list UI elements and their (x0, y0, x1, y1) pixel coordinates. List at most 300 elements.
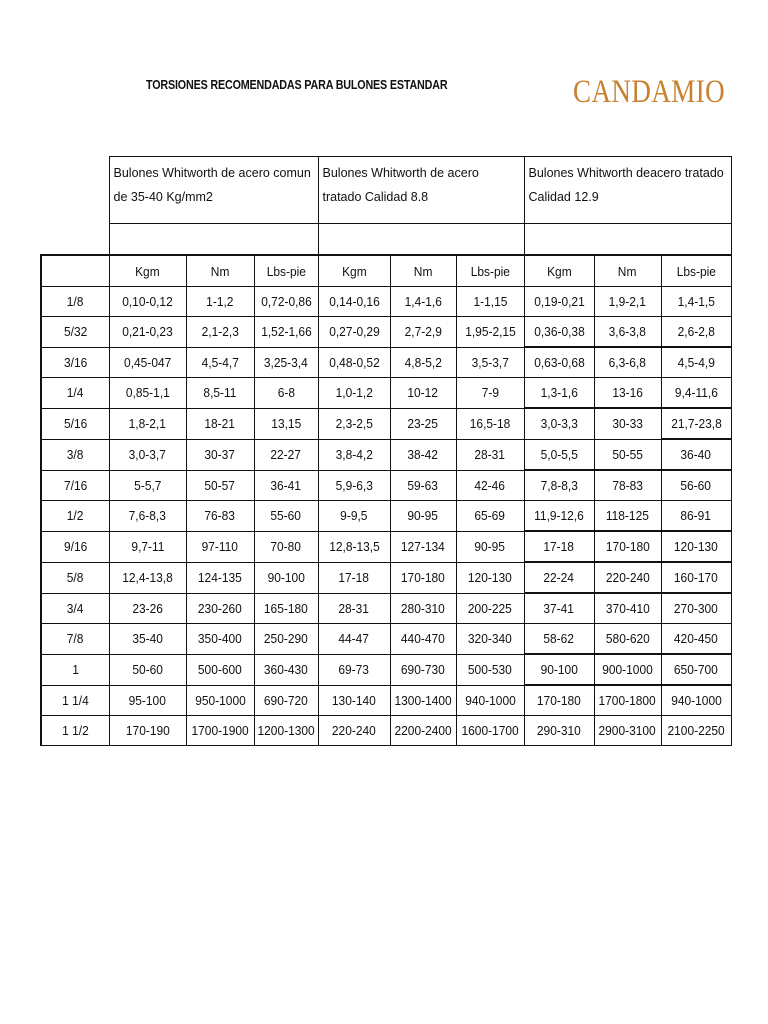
table-row (41, 501, 731, 532)
torque-value: 5,9-6,3 (335, 477, 373, 493)
torque-value-cell (186, 317, 254, 348)
empty-cell (318, 224, 524, 256)
torque-value: 0,19-0,21 (533, 294, 585, 309)
torque-value: 1300-1400 (394, 692, 452, 708)
torque-value-cell (524, 347, 594, 378)
torque-value-cell (254, 470, 318, 501)
torque-value-cell (456, 593, 524, 624)
bolt-size: 9/16 (63, 539, 87, 554)
torque-value: 11,9-12,6 (534, 508, 584, 523)
torque-value: 360-430 (264, 662, 308, 677)
torque-value-cell (109, 470, 186, 501)
torque-value-cell (254, 654, 318, 685)
torque-value: 30-33 (612, 416, 643, 432)
torque-value: 1,95-2,15 (464, 324, 516, 340)
torque-value-cell (594, 347, 661, 378)
corner-cell (41, 157, 109, 224)
torque-value: 17-18 (338, 570, 370, 585)
torque-value-cell (390, 470, 456, 501)
torque-value-cell (254, 531, 318, 562)
torque-value: 90-100 (540, 662, 578, 677)
torque-value: 18-21 (204, 416, 236, 431)
torque-value-cell (456, 716, 524, 746)
torque-value-cell (524, 685, 594, 716)
torque-value-cell (109, 317, 186, 348)
torque-value: 65-69 (474, 508, 506, 524)
torque-value-cell (524, 287, 594, 317)
bolt-size-cell (41, 408, 109, 439)
torque-value-cell (186, 408, 254, 439)
torque-value-cell (186, 685, 254, 716)
torque-value-cell (390, 439, 456, 470)
torque-value: 7,6-8,3 (128, 508, 167, 524)
torque-value: 1,8-2,1 (128, 416, 167, 431)
table-row (41, 287, 731, 317)
unit-label: Kgm (341, 263, 367, 279)
torque-value: 1,4-1,6 (404, 294, 442, 309)
torque-value-cell (109, 347, 186, 378)
unit-label: Kgm (135, 263, 160, 279)
torque-value: 97-110 (201, 539, 239, 554)
bolt-size: 3/16 (63, 354, 87, 370)
torque-value-cell (661, 378, 731, 409)
torque-value: 580-620 (605, 631, 650, 646)
torque-value-cell (109, 287, 186, 317)
torque-value: 0,27-0,29 (328, 324, 380, 340)
torque-value: 3,0-3,7 (128, 447, 167, 462)
torque-value: 37-41 (543, 601, 575, 616)
torque-value-cell (661, 408, 731, 439)
torque-value-cell (390, 317, 456, 348)
bolt-size-cell (41, 531, 109, 562)
torque-value-cell (186, 624, 254, 655)
torque-value: 5-5,7 (133, 477, 162, 493)
bolt-size-cell (41, 470, 109, 501)
bolt-size-cell (41, 439, 109, 470)
torque-value: 230-260 (198, 600, 242, 616)
torque-value: 0,36-0,38 (533, 324, 585, 339)
torque-value: 1,4-1,5 (677, 294, 715, 309)
torque-value: 69-73 (338, 662, 370, 677)
torque-value: 4,8-5,2 (404, 354, 442, 370)
torque-value-cell (318, 501, 390, 532)
torque-value-cell (318, 378, 390, 409)
torque-value: 10-12 (407, 385, 439, 401)
torque-value-cell (594, 317, 661, 348)
torque-value: 70-80 (270, 539, 302, 554)
torque-value-cell (456, 347, 524, 378)
torque-value-cell (661, 439, 731, 470)
torque-value: 1,52-1,66 (260, 324, 312, 340)
torque-value-cell (456, 501, 524, 532)
bolt-size-cell (41, 562, 109, 593)
torque-value: 2,1-2,3 (201, 324, 239, 340)
torque-value: 1,9-2,1 (608, 294, 647, 309)
torque-value-cell (390, 685, 456, 716)
torque-value: 28-31 (338, 600, 370, 616)
torque-value-cell (109, 501, 186, 532)
torque-value-cell (390, 531, 456, 562)
torque-value: 38-42 (407, 447, 439, 462)
bolt-size: 5/8 (66, 570, 84, 585)
table-row (41, 716, 731, 746)
torque-value-cell (594, 531, 661, 562)
torque-value-cell (390, 562, 456, 593)
torque-value: 9-9,5 (340, 508, 368, 524)
torque-value-cell (254, 624, 318, 655)
table-row (41, 654, 731, 685)
torque-value-cell (661, 654, 731, 685)
unit-label: Lbs-pie (470, 263, 510, 279)
torque-value-cell (318, 347, 390, 378)
torque-value-cell (594, 470, 661, 501)
bolt-size: 7/8 (66, 631, 84, 647)
torque-value: 1600-1700 (461, 723, 519, 738)
torque-value-cell (109, 562, 186, 593)
torque-value-cell (594, 378, 661, 409)
torque-value: 270-300 (674, 601, 718, 616)
table-row (41, 439, 731, 470)
torque-value-cell (109, 531, 186, 562)
group-header-cell: Bulones Whitworth de acero tratado Calidad 8.8 (318, 157, 524, 224)
torque-value-cell (661, 593, 731, 624)
torque-value-cell (661, 287, 731, 317)
torque-value-cell (254, 317, 318, 348)
torque-value-cell (594, 685, 661, 716)
torque-value-cell (594, 562, 661, 593)
torque-value: 22-24 (543, 570, 575, 585)
table-row (41, 408, 731, 439)
torque-value: 120-130 (468, 570, 512, 585)
torque-value-cell (186, 501, 254, 532)
torque-value-cell (524, 501, 594, 532)
torque-value-cell (318, 716, 390, 746)
torque-table (40, 156, 732, 746)
torque-value-cell (594, 501, 661, 532)
torque-value-cell (109, 439, 186, 470)
torque-value-cell (456, 287, 524, 317)
bolt-size: 1/2 (66, 508, 84, 524)
page-title: TORSIONES RECOMENDADAS PARA BULONES ESTANDAR (146, 78, 448, 92)
bolt-size-cell (41, 716, 109, 746)
bolt-size: 3/4 (66, 600, 84, 616)
torque-value: 690-720 (264, 692, 308, 708)
torque-value: 0,45-047 (123, 354, 172, 370)
torque-value: 22-27 (270, 447, 302, 462)
torque-value-cell (524, 624, 594, 655)
torque-value-cell (109, 408, 186, 439)
torque-value-cell (390, 501, 456, 532)
group-header-row (41, 157, 731, 224)
empty-cell (109, 224, 318, 256)
torque-value: 290-310 (537, 723, 581, 738)
torque-value-cell (456, 562, 524, 593)
torque-value: 36-40 (680, 447, 712, 462)
bolt-size-cell (41, 685, 109, 716)
torque-value: 350-400 (198, 631, 242, 647)
torque-value-cell (524, 378, 594, 409)
torque-value-cell (661, 685, 731, 716)
torque-value: 2,7-2,9 (404, 324, 442, 340)
torque-value: 127-134 (401, 539, 445, 554)
torque-value: 1,3-1,6 (540, 385, 578, 400)
unit-header-cell (390, 255, 456, 287)
torque-value-cell (390, 716, 456, 746)
torque-value: 0,10-0,12 (122, 294, 173, 309)
torque-value: 78-83 (612, 478, 643, 493)
empty-cell (524, 224, 731, 256)
torque-value: 200-225 (468, 600, 512, 616)
unit-label: Lbs-pie (266, 263, 306, 279)
group-header-cell: Bulones Whitworth deacero tratado Calidad 12.9 (524, 157, 731, 224)
units-lead-cell (41, 255, 109, 287)
torque-value-cell (318, 593, 390, 624)
torque-value: 50-60 (132, 662, 163, 677)
torque-value-cell (390, 347, 456, 378)
torque-value-cell (109, 654, 186, 685)
torque-value-cell (254, 593, 318, 624)
torque-value: 42-46 (474, 477, 506, 493)
bolt-size-cell (41, 317, 109, 348)
torque-value-cell (186, 562, 254, 593)
torque-value: 1,0-1,2 (335, 385, 373, 401)
torque-value: 17-18 (543, 539, 575, 554)
torque-value-cell (109, 378, 186, 409)
table-row (41, 593, 731, 624)
torque-value: 35-40 (132, 631, 163, 647)
torque-value: 28-31 (474, 447, 506, 462)
bolt-size-cell (41, 624, 109, 655)
torque-value: 44-47 (338, 631, 370, 647)
torque-value-cell (661, 716, 731, 746)
torque-value: 1700-1800 (598, 693, 657, 708)
bolt-size: 5/16 (63, 416, 87, 431)
torque-value: 280-310 (401, 600, 445, 616)
torque-value-cell (594, 654, 661, 685)
unit-header-cell (254, 255, 318, 287)
torque-value: 0,21-0,23 (122, 324, 173, 340)
torque-value: 58-62 (543, 631, 575, 646)
bolt-size: 3/8 (66, 447, 84, 462)
torque-value: 440-470 (401, 631, 445, 647)
torque-value: 3,8-4,2 (335, 447, 373, 462)
torque-value-cell (318, 287, 390, 317)
torque-value-cell (661, 624, 731, 655)
unit-label: Nm (210, 263, 230, 279)
torque-value-cell (456, 531, 524, 562)
torque-value: 170-190 (125, 723, 170, 738)
torque-value-cell (661, 347, 731, 378)
torque-value-cell (318, 439, 390, 470)
torque-value: 0,48-0,52 (328, 354, 380, 370)
torque-value: 120-130 (674, 539, 718, 554)
torque-value: 420-450 (674, 631, 718, 646)
torque-value-cell (661, 562, 731, 593)
torque-value: 220-240 (332, 723, 376, 738)
torque-value: 0,14-0,16 (328, 294, 380, 309)
unit-label: Nm (413, 263, 433, 279)
bolt-size: 1 1/2 (61, 723, 89, 738)
torque-value-cell (390, 654, 456, 685)
torque-value: 21,7-23,8 (670, 416, 722, 431)
torque-value-cell (318, 624, 390, 655)
torque-value-cell (456, 439, 524, 470)
torque-value: 50-55 (612, 446, 643, 462)
torque-value-cell (661, 531, 731, 562)
torque-value: 6,3-6,8 (608, 355, 647, 370)
torque-value-cell (594, 624, 661, 655)
torque-value-cell (109, 624, 186, 655)
torque-value-cell (594, 408, 661, 439)
bolt-size-cell (41, 347, 109, 378)
unit-header-cell (186, 255, 254, 287)
spacer-row (41, 224, 731, 256)
torque-value-cell (186, 716, 254, 746)
torque-value: 9,4-11,6 (674, 385, 718, 400)
torque-value-cell (390, 378, 456, 409)
group-header-cell: Bulones Whitworth de acero comun de 35-40 Kg/mm2 (109, 157, 318, 224)
torque-value-cell (318, 654, 390, 685)
torque-value: 1200-1300 (257, 723, 315, 738)
torque-value-cell (524, 317, 594, 348)
torque-value-cell (456, 654, 524, 685)
torque-value-cell (524, 408, 594, 439)
unit-header-cell (661, 255, 731, 287)
torque-value-cell (661, 470, 731, 501)
torque-value-cell (109, 685, 186, 716)
torque-value-cell (254, 439, 318, 470)
torque-value: 250-290 (264, 631, 308, 647)
brand-logo: CANDAMIO (573, 74, 726, 110)
table-row (41, 685, 731, 716)
bolt-size: 1/8 (66, 294, 84, 309)
bolt-size-cell (41, 378, 109, 409)
bolt-size-cell (41, 501, 109, 532)
torque-value-cell (390, 408, 456, 439)
torque-value: 940-1000 (670, 693, 722, 708)
torque-value-cell (456, 685, 524, 716)
torque-value: 90-95 (407, 508, 439, 524)
torque-value-cell (186, 378, 254, 409)
torque-value: 55-60 (270, 508, 302, 524)
torque-value: 7,8-8,3 (540, 478, 578, 493)
torque-value-cell (390, 624, 456, 655)
torque-value: 90-95 (474, 539, 506, 554)
unit-header-cell (594, 255, 661, 287)
torque-value-cell (186, 347, 254, 378)
torque-value-cell (109, 716, 186, 746)
torque-value-cell (254, 287, 318, 317)
bolt-size-cell (41, 654, 109, 685)
torque-value-cell (524, 716, 594, 746)
torque-value-cell (318, 408, 390, 439)
torque-value-cell (524, 470, 594, 501)
bolt-size: 5/32 (63, 324, 87, 340)
torque-value-cell (661, 501, 731, 532)
torque-value: 2200-2400 (394, 723, 452, 738)
table-row (41, 378, 731, 409)
torque-value-cell (594, 716, 661, 746)
bolt-size-cell (41, 593, 109, 624)
torque-value: 2,3-2,5 (335, 416, 373, 431)
torque-value: 650-700 (674, 662, 718, 677)
torque-value: 4,5-4,7 (201, 354, 239, 370)
torque-value: 900-1000 (602, 662, 653, 677)
torque-value: 500-530 (468, 662, 512, 677)
torque-value: 0,85-1,1 (125, 385, 170, 401)
bolt-size: 1 (71, 662, 79, 677)
torque-value-cell (390, 593, 456, 624)
torque-value: 170-180 (605, 539, 650, 554)
torque-value: 950-1000 (194, 692, 246, 708)
torque-value-cell (318, 317, 390, 348)
torque-value: 76-83 (204, 508, 236, 524)
torque-value: 160-170 (674, 570, 718, 585)
torque-value: 59-63 (407, 477, 439, 493)
torque-value-cell (456, 470, 524, 501)
torque-value: 2900-3100 (598, 723, 657, 738)
torque-value: 56-60 (680, 478, 712, 493)
torque-value-cell (456, 317, 524, 348)
bolt-size: 7/16 (63, 477, 87, 493)
torque-value-cell (109, 593, 186, 624)
torque-value: 2,6-2,8 (677, 324, 715, 339)
table-row (41, 317, 731, 348)
torque-value: 124-135 (198, 570, 242, 585)
torque-value-cell (254, 685, 318, 716)
table-row (41, 347, 731, 378)
torque-value-cell (186, 439, 254, 470)
torque-value: 30-37 (204, 447, 236, 462)
torque-value: 500-600 (198, 662, 242, 677)
table-row (41, 624, 731, 655)
torque-value: 5,0-5,5 (540, 446, 578, 462)
torque-value-cell (456, 378, 524, 409)
torque-value: 165-180 (264, 600, 308, 616)
torque-value: 12,8-13,5 (328, 539, 380, 554)
torque-value-cell (524, 654, 594, 685)
torque-value-cell (524, 531, 594, 562)
torque-value-cell (661, 317, 731, 348)
torque-value-cell (254, 378, 318, 409)
torque-value: 13-16 (612, 385, 643, 400)
torque-value-cell (254, 501, 318, 532)
torque-value: 0,63-0,68 (533, 355, 585, 370)
torque-value-cell (524, 562, 594, 593)
torque-value: 2100-2250 (667, 723, 725, 738)
torque-value-cell (186, 470, 254, 501)
torque-value-cell (594, 439, 661, 470)
torque-value: 170-180 (537, 693, 581, 708)
torque-value: 3,0-3,3 (540, 416, 578, 432)
torque-value-cell (254, 562, 318, 593)
corner-cell (41, 224, 109, 256)
torque-value: 16,5-18 (469, 416, 511, 431)
torque-value-cell (186, 654, 254, 685)
torque-value: 0,72-0,86 (260, 294, 312, 309)
torque-value: 130-140 (332, 692, 376, 708)
torque-value: 6-8 (277, 385, 295, 401)
torque-value-cell (318, 562, 390, 593)
torque-value: 23-26 (132, 600, 163, 616)
torque-value-cell (254, 347, 318, 378)
torque-value: 36-41 (270, 477, 302, 493)
torque-value: 50-57 (204, 477, 236, 493)
torque-value-cell (594, 287, 661, 317)
torque-value: 170-180 (401, 570, 445, 585)
torque-value: 86-91 (680, 508, 712, 523)
torque-value-cell (318, 531, 390, 562)
